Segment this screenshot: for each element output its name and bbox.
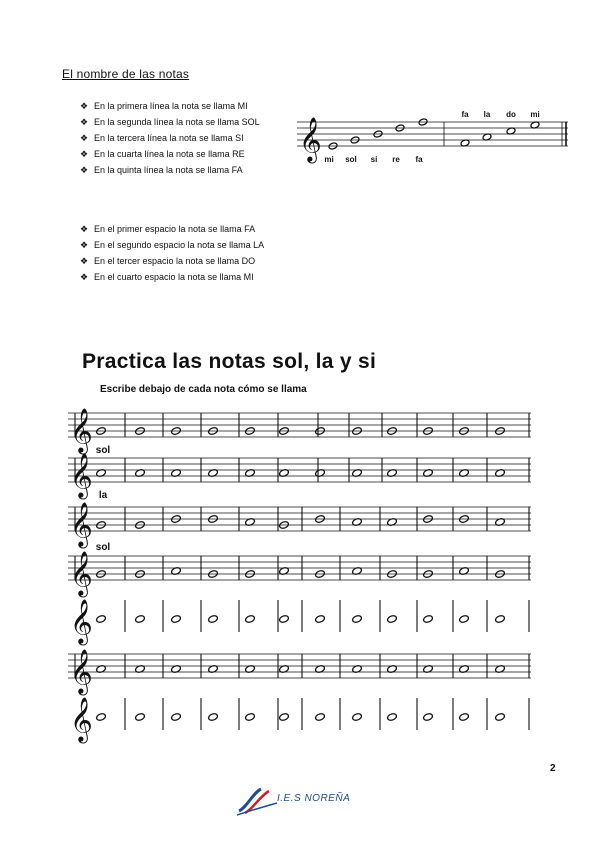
page-number: 2: [550, 763, 556, 774]
diamond-bullet-icon: ❖: [80, 149, 89, 159]
list-item-text: En la quinta línea la nota se llama FA: [94, 165, 243, 175]
note-name-label: mi: [324, 155, 334, 164]
whole-note: [279, 615, 290, 624]
treble-clef-icon: 𝄞: [70, 599, 93, 645]
whole-note: [135, 713, 146, 722]
whole-note: [387, 615, 398, 624]
treble-clef-icon: 𝄞: [299, 117, 322, 163]
practice-title: Practica las notas sol, la y si: [82, 350, 377, 373]
example-answer-label: la: [98, 490, 108, 501]
diamond-bullet-icon: ❖: [80, 165, 89, 175]
list-item-text: En el segundo espacio la nota se llama LA: [94, 240, 265, 250]
whole-note: [495, 615, 506, 624]
whole-note: [387, 713, 398, 722]
logo-mark-icon: [235, 785, 279, 817]
whole-note: [171, 713, 182, 722]
treble-clef-icon: 𝄞: [70, 502, 93, 548]
note-name-label: do: [506, 110, 516, 119]
diamond-bullet-icon: ❖: [80, 272, 89, 282]
practice-instruction: Escribe debajo de cada nota cómo se llama: [100, 384, 307, 395]
diamond-bullet-icon: ❖: [80, 224, 89, 234]
treble-clef-icon: 𝄞: [70, 453, 93, 499]
list-item-text: En la cuarta línea la nota se llama RE: [94, 149, 245, 159]
whole-note: [315, 713, 326, 722]
whole-note: [208, 615, 219, 624]
whole-note: [245, 713, 256, 722]
list-item-text: En el tercer espacio la nota se llama DO: [94, 256, 256, 266]
list-item-text: En el cuarto espacio la nota se llama MI: [94, 272, 254, 282]
whole-note: [315, 615, 326, 624]
list-item-text: En la tercera línea la nota se llama SI: [94, 133, 244, 143]
note-name-label: la: [483, 110, 491, 119]
diamond-bullet-icon: ❖: [80, 256, 89, 266]
whole-note: [352, 615, 363, 624]
logo-text: I.E.S NOREÑA: [277, 793, 351, 804]
example-answer-label: sol: [95, 445, 111, 456]
whole-note: [459, 615, 470, 624]
whole-note: [279, 713, 290, 722]
list-item-text: En la segunda línea la nota se llama SOL: [94, 117, 260, 127]
note-name-label: mi: [530, 110, 540, 119]
whole-note: [423, 713, 434, 722]
note-name-label: sol: [345, 155, 357, 164]
note-name-label: re: [392, 155, 400, 164]
whole-note: [171, 615, 182, 624]
note-name-label: fa: [415, 155, 423, 164]
whole-note: [245, 615, 256, 624]
note-name-label: si: [370, 155, 378, 164]
whole-note: [208, 713, 219, 722]
whole-note: [352, 713, 363, 722]
list-item-text: En el primer espacio la nota se llama FA: [94, 224, 256, 234]
treble-clef-icon: 𝄞: [70, 697, 93, 743]
list-item-text: En la primera línea la nota se llama MI: [94, 101, 248, 111]
treble-clef-icon: 𝄞: [70, 551, 93, 597]
diamond-bullet-icon: ❖: [80, 101, 89, 111]
whole-note: [495, 713, 506, 722]
section-title: El nombre de las notas: [62, 67, 190, 81]
whole-note: [96, 615, 107, 624]
whole-note: [96, 713, 107, 722]
diamond-bullet-icon: ❖: [80, 117, 89, 127]
treble-clef-icon: 𝄞: [70, 649, 93, 695]
school-logo: [235, 785, 365, 817]
example-answer-label: sol: [95, 542, 111, 553]
diamond-bullet-icon: ❖: [80, 240, 89, 250]
whole-note: [135, 615, 146, 624]
note-name-label: fa: [461, 110, 469, 119]
diamond-bullet-icon: ❖: [80, 133, 89, 143]
whole-note: [423, 615, 434, 624]
whole-note: [459, 713, 470, 722]
treble-clef-icon: 𝄞: [70, 408, 93, 454]
